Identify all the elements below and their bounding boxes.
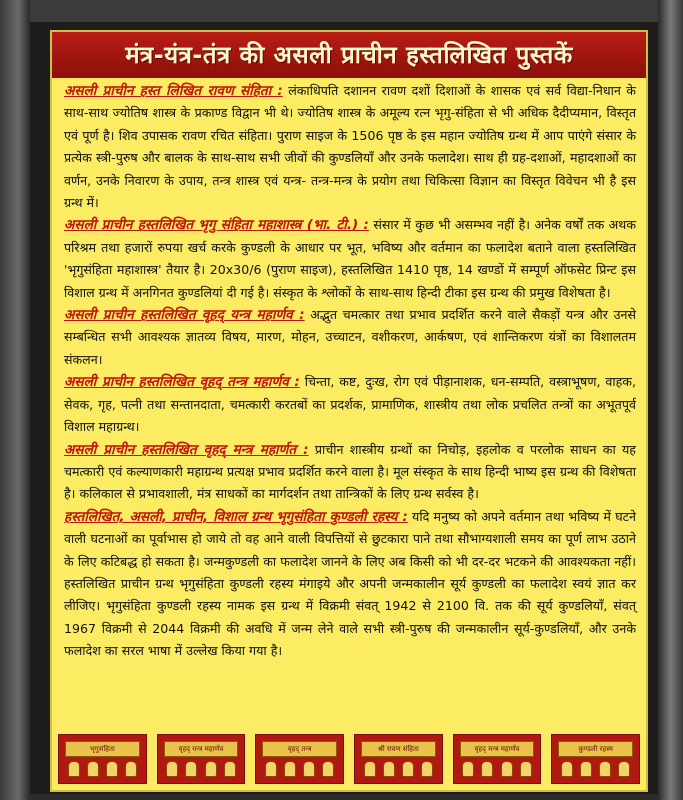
- book-label: कुण्डली रहस्य: [578, 745, 613, 753]
- book-illustration: [262, 759, 337, 779]
- book-thumbnail: [354, 734, 443, 784]
- section-text: संसार में कुछ भी असम्भव नहीं है। अनेक वर्षों तक अथक परिश्रम तथा हजारों रुपया खर्च करके कुण्डली के आधार पर भूत, भविष्य और वर्तमान का फलादेश बताने वाला हस्तलिखित 'भृगुसंहिता महाशास्त्र' तैयार है। 20x30/6 (पुराण साइज), हस्तलिखित 1410 पृष्ठ, 14 खण्डों में सम्पूर्ण ऑफसेट प्रिन्ट इस विशाल ग्रन्थ में अनगिनत कुण्डलियां दी गई है। संस्कृत के श्लोकों के साथ-साथ हिन्दी टीका इस ग्रन्थ की प्रमुख विशेषता है।: [64, 217, 636, 300]
- book-thumbnail: [255, 734, 344, 784]
- background-left: [0, 0, 30, 800]
- section-heading: असली प्राचीन हस्त लिखित रावण संहिता :: [64, 83, 283, 99]
- book-label: वृहद् यन्त्र महार्णव: [178, 745, 224, 753]
- section-text: अद्भुत चमत्कार तथा प्रभाव प्रदर्शित करने वाले सैकड़ों यन्त्र और उनसे सम्बन्धित सभी आवश्यक ज्ञातव्य विषय, मारण, मोहन, उच्चाटन, वशीकरण, आर्कषण, एवं शान्तिकरण यंत्रों का विशालतम संकलन।: [64, 307, 636, 367]
- section-text: चिन्ता, कष्ट, दुःख, रोग एवं पीड़ानाशक, धन-सम्पति, वस्त्राभूषण, वाहक, सेवक, गृह, पत्नी तथा सन्तानदाता, चमत्कारी करतबों का प्रदर्शक, प्रामाणिक, शास्त्रीय तथा लोक प्रचलित तन्त्रों का अभूतपूर्व विशाल महाग्रन्थ।: [64, 374, 636, 435]
- section-text: यदि मनुष्य को अपने वर्तमान तथा भविष्य में घटने वाली घटनाओं का पूर्वाभास हो जाये तो वह आने वाली विपत्तियों से छुटकारा पाने तथा सौभाग्यशाली समय का पूर्ण लाभ उठाने के लिए कटिबद्ध हो सकता है। जन्मकुण्डली का फलादेश जानने के लिए अब किसी को भी दर-दर भटकने की आवश्यकता नहीं। हस्तलिखित प्राचीन ग्रन्थ भृगुसंहिता कुण्डली रहस्य मंगाइये और अपनी जन्मकालीन सूर्य कुण्डली का फलादेश स्वयं ज्ञात कर लीजिए। भृगुसंहिता कुण्डली रहस्य नामक इस ग्रन्थ में विक्रमी संवत् 1942 से 2100 वि. तक की सूर्य कुण्डलियाँ, संवत् 1967 विक्रमी से 2044 विक्रमी की अवधि में जन्म लेने वाले सभी स्त्री-पुरुष की जन्मकालीन सूर्य-कुण्डलियाँ, और उनके फलादेश का सरल भाषा में उल्लेख किया गया है।: [64, 508, 636, 659]
- background-right: [658, 0, 683, 800]
- book-label: श्री रावण संहिता: [377, 745, 419, 753]
- section-tantra-maharnav: [64, 371, 636, 438]
- book-thumbnail: [453, 734, 542, 784]
- book-illustration: [65, 759, 140, 779]
- section-kundali-rahasya: [64, 506, 636, 663]
- section-bhrigu-samhita: [64, 214, 636, 304]
- document-body: [64, 80, 636, 663]
- section-heading: असली प्राचीन हस्तलिखित वृहद् तन्त्र महार्णव :: [64, 374, 300, 391]
- book-label: भृगुसंहिता: [89, 745, 115, 753]
- section-heading: असली प्राचीन हस्तलिखित भृगु संहिता महाशास्त्र (भा. टी.) :: [64, 217, 369, 234]
- page-title: मंत्र-यंत्र-तंत्र की असली प्राचीन हस्तलिखित पुस्तकें: [52, 32, 646, 78]
- book-thumbnail: [551, 734, 640, 784]
- book-illustration: [361, 759, 436, 779]
- background-top: [0, 0, 683, 22]
- section-heading: हस्तलिखित, असली, प्राचीन, विशाल ग्रन्थ भृगुसंहिता कुण्डली रहस्य :: [64, 508, 408, 525]
- section-mantra-maharnav: [64, 439, 636, 506]
- book-thumbnail: [157, 734, 246, 784]
- book-label: वृहद् तन्त्र: [287, 745, 312, 753]
- book-thumbnail: [58, 734, 147, 784]
- section-heading: असली प्राचीन हस्तलिखित वृहद् मन्त्र महार्णत :: [64, 441, 309, 458]
- book-thumbnails: [58, 734, 640, 784]
- section-text: प्राचीन शास्त्रीय ग्रन्थों का निचोड़, इहलोक व परलोक साधन का यह चमत्कारी एवं कल्याणकारी महाग्रन्थ प्रत्यक्ष प्रभाव प्रदर्शित करने वाला है। मूल संस्कृत के साथ हिन्दी भाष्य इस ग्रन्थ की विशेषता है। कलिकाल से प्रभावशाली, मंत्र साधकों का मार्गदर्शन तथा तान्त्रिकों के लिए ग्रन्थ सर्वस्व है।: [64, 441, 636, 502]
- section-text: लंकाधिपति दशानन रावण दशों दिशाओं के शासक एवं सर्व विद्या-निधान के साथ-साथ ज्योतिष शास्त्र के प्रकाण्ड विद्वान भी थे। ज्योतिष शास्त्र के अमूल्य रत्न भृगु-संहिता से भी अधिक दैदीप्यमान, विस्तृत एवं पूर्ण है। शिव उपासक रावण रचित संहिता। पुराण साइज के 1506 पृष्ठ के इस महान ज्योतिष ग्रन्थ में आप पाएंगे संसार के प्रत्येक स्त्री-पुरुष और बालक के साथ-साथ सभी जीवों की कुण्डलियाँ और उनके फलादेश। साथ ही ग्रह-दशाओं, महादशाओं का वर्णन, उनके निवारण के उपाय, तन्त्र शास्त्र एवं यन्त्र- तन्त्र-मन्त्र के प्रयोग तथा चिकित्सा विज्ञान का विस्तृत विवेचन भी है इस ग्रन्थ में।: [64, 83, 636, 211]
- document-card: [50, 30, 648, 792]
- section-yantra-maharnav: [64, 304, 636, 371]
- section-heading: असली प्राचीन हस्तलिखित वृहद् यन्त्र महार्णव :: [64, 307, 305, 324]
- section-ravan-samhita: [64, 80, 636, 214]
- book-illustration: [558, 759, 633, 779]
- book-illustration: [164, 759, 239, 779]
- book-illustration: [460, 759, 535, 779]
- book-label: वृहद् मन्त्र महार्णव: [474, 745, 520, 753]
